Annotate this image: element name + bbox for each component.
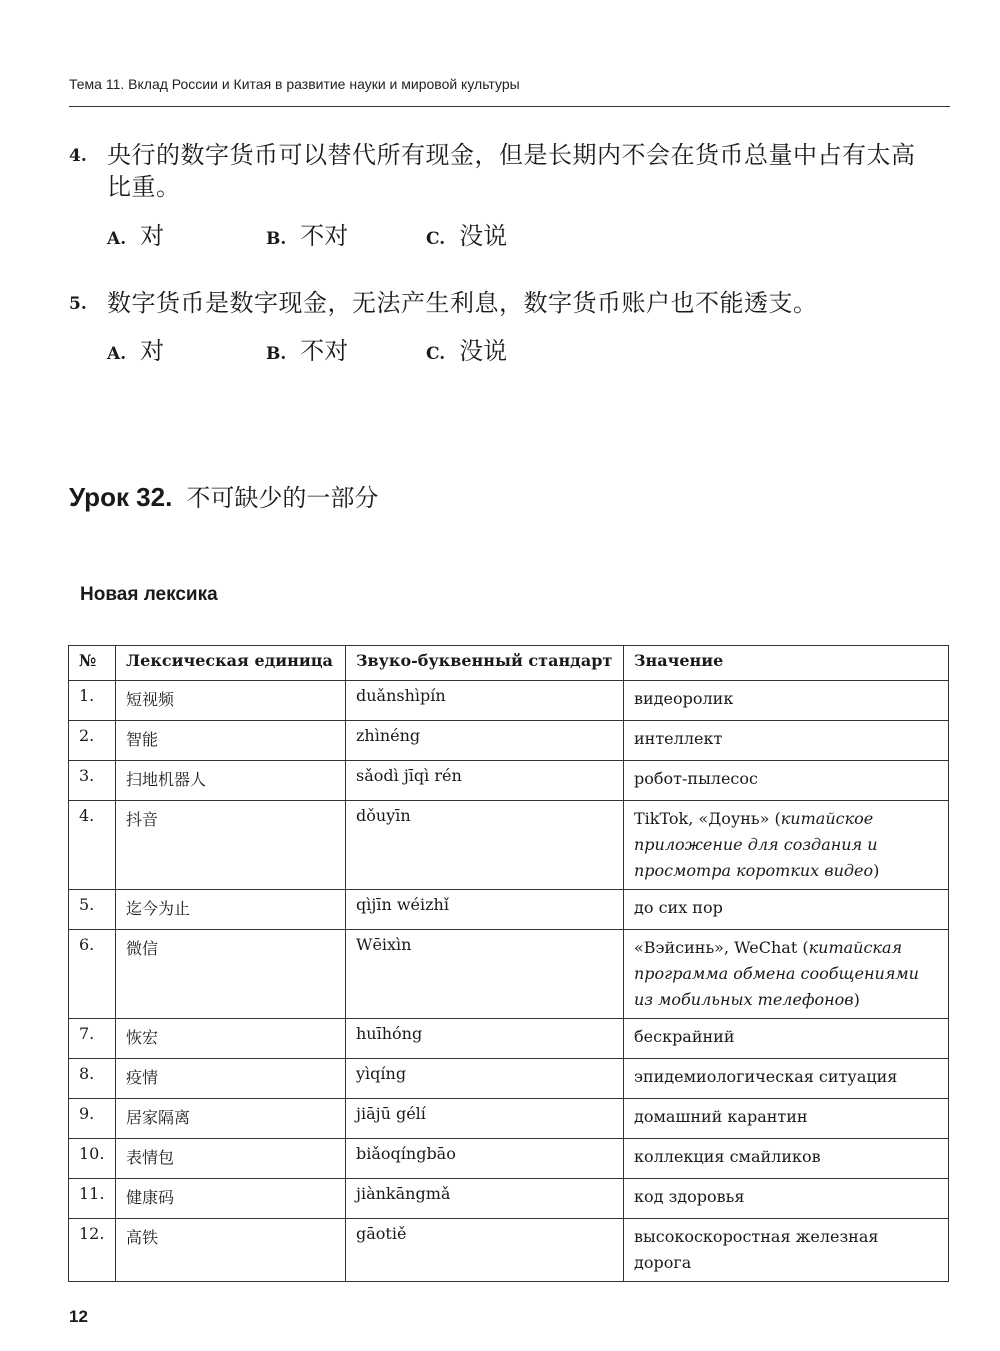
table-row <box>69 761 949 801</box>
table-row <box>69 1219 949 1282</box>
row-word: 微信 <box>116 930 346 1019</box>
row-word: 高铁 <box>116 1219 346 1282</box>
row-meaning: высокоскоростная железная дорога <box>624 1219 949 1282</box>
row-pinyin: jiànkāngmǎ <box>346 1179 624 1219</box>
option-letter: A. <box>107 344 127 364</box>
table-row <box>69 801 949 890</box>
row-meaning <box>624 930 949 1019</box>
row-word: 居家隔离 <box>116 1099 346 1139</box>
row-number: 6. <box>69 930 116 1019</box>
question-5-option-c <box>426 331 507 366</box>
option-text: 不对 <box>300 337 349 365</box>
row-number: 3. <box>69 761 116 801</box>
question-5-number: 5. <box>69 294 87 314</box>
vocab-heading: Новая лексика <box>80 584 218 605</box>
row-number: 8. <box>69 1059 116 1099</box>
row-meaning: робот-пылесос <box>624 761 949 801</box>
row-pinyin: yìqíng <box>346 1059 624 1099</box>
row-number: 5. <box>69 890 116 930</box>
row-pinyin: jiājū gélí <box>346 1099 624 1139</box>
row-number: 9. <box>69 1099 116 1139</box>
option-text: 对 <box>140 222 165 250</box>
question-4-number: 4. <box>69 146 87 166</box>
option-letter: A. <box>107 229 127 249</box>
table-row <box>69 721 949 761</box>
col-header-number: № <box>69 646 116 681</box>
meaning-end: ) <box>853 990 860 1009</box>
table-row <box>69 1179 949 1219</box>
meaning-italic: китайское приложение для создания и просмотра коротких видео <box>634 809 878 880</box>
running-header: Тема 11. Вклад России и Китая в развитие науки и мировой культуры <box>69 76 520 92</box>
option-letter: B. <box>266 344 287 364</box>
row-pinyin: dǒuyīn <box>346 801 624 890</box>
option-letter: C. <box>426 229 446 249</box>
table-row <box>69 1139 949 1179</box>
col-header-pinyin: Звуко-буквенный стандарт <box>346 646 624 681</box>
option-text: 不对 <box>300 222 349 250</box>
meaning-end: ) <box>873 861 880 880</box>
row-word: 短视频 <box>116 681 346 721</box>
question-4-option-a <box>107 216 164 251</box>
question-4-text: 央行的数字货币可以替代所有现金，但是长期内不会在货币总量中占有太高比重。 <box>107 141 916 201</box>
row-word: 智能 <box>116 721 346 761</box>
header-divider <box>69 106 950 107</box>
row-meaning: код здоровья <box>624 1179 949 1219</box>
row-number: 10. <box>69 1139 116 1179</box>
row-meaning: эпидемиологическая ситуация <box>624 1059 949 1099</box>
row-word: 扫地机器人 <box>116 761 346 801</box>
row-pinyin: zhìnéng <box>346 721 624 761</box>
table-row <box>69 890 949 930</box>
row-meaning: видеоролик <box>624 681 949 721</box>
row-word: 健康码 <box>116 1179 346 1219</box>
row-word: 表情包 <box>116 1139 346 1179</box>
question-5-option-b <box>266 331 348 366</box>
question-5-option-a <box>107 331 164 366</box>
table-row <box>69 1099 949 1139</box>
option-text: 没说 <box>459 337 508 365</box>
row-pinyin: huīhóng <box>346 1019 624 1059</box>
row-number: 7. <box>69 1019 116 1059</box>
vocab-table <box>68 645 949 1282</box>
row-pinyin: Wēixìn <box>346 930 624 1019</box>
table-row <box>69 681 949 721</box>
page-number: 12 <box>69 1307 88 1326</box>
row-pinyin: sǎodì jīqì rén <box>346 761 624 801</box>
table-row <box>69 1019 949 1059</box>
question-4-option-b <box>266 216 348 251</box>
lesson-label: Урок 32. <box>69 482 173 512</box>
row-meaning: коллекция смайликов <box>624 1139 949 1179</box>
row-meaning: до сих пор <box>624 890 949 930</box>
row-number: 1. <box>69 681 116 721</box>
row-meaning: домашний карантин <box>624 1099 949 1139</box>
row-number: 2. <box>69 721 116 761</box>
row-number: 12. <box>69 1219 116 1282</box>
row-pinyin: gāotiě <box>346 1219 624 1282</box>
table-row <box>69 1059 949 1099</box>
lesson-title <box>69 478 378 513</box>
meaning-plain: TikTok, «Доунь» ( <box>634 809 781 828</box>
option-text: 对 <box>140 337 165 365</box>
row-pinyin: qìjīn wéizhǐ <box>346 890 624 930</box>
question-4-option-c <box>426 216 507 251</box>
row-meaning: бескрайний <box>624 1019 949 1059</box>
option-letter: C. <box>426 344 446 364</box>
option-letter: B. <box>266 229 287 249</box>
question-5-text: 数字货币是数字现金，无法产生利息，数字货币账户也不能透支。 <box>107 289 818 317</box>
row-meaning: интеллект <box>624 721 949 761</box>
col-header-lexical-unit: Лексическая единица <box>116 646 346 681</box>
row-word: 恢宏 <box>116 1019 346 1059</box>
meaning-plain: «Вэйсинь», WeChat ( <box>634 938 809 957</box>
table-row <box>69 930 949 1019</box>
row-word: 迄今为止 <box>116 890 346 930</box>
row-meaning <box>624 801 949 890</box>
row-word: 抖音 <box>116 801 346 890</box>
row-number: 4. <box>69 801 116 890</box>
row-word: 疫情 <box>116 1059 346 1099</box>
lesson-title-zh: 不可缺少的一部分 <box>186 484 379 512</box>
option-text: 没说 <box>459 222 508 250</box>
row-pinyin: biǎoqíngbāo <box>346 1139 624 1179</box>
meaning-italic: китайская программа обмена сообщениями из мобильных телефонов <box>634 938 919 1009</box>
col-header-meaning: Значение <box>624 646 949 681</box>
row-number: 11. <box>69 1179 116 1219</box>
row-pinyin: duǎnshìpín <box>346 681 624 721</box>
table-header-row <box>69 646 949 681</box>
